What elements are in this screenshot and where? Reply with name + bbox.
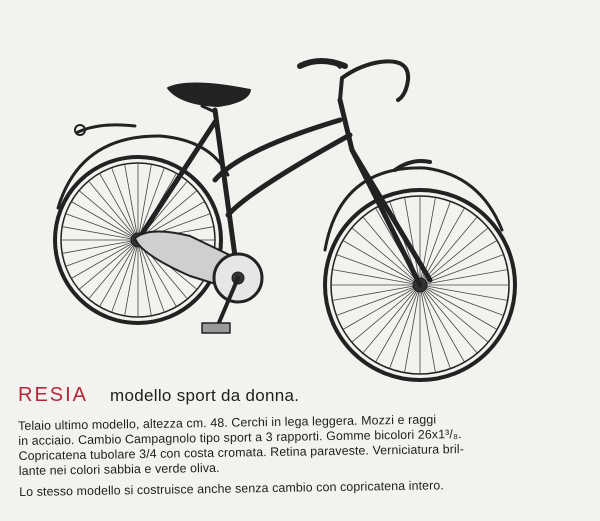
description-line: lante nei colori sabbia e verde oliva.: [18, 460, 220, 478]
description-line: Telaio ultimo modello, altezza cm. 48. Cerchi in lega leggera. Mozzi e raggi: [18, 412, 437, 433]
description-text: [18, 410, 584, 500]
rear-rack: [78, 125, 135, 132]
model-subtitle: modello sport da donna.: [110, 386, 300, 405]
pedal: [202, 323, 230, 333]
description-note: Lo stesso modello si costruisce anche senza cambio con copricatena intero.: [19, 478, 444, 499]
handlebar: [340, 61, 408, 100]
title-line: [18, 384, 583, 407]
model-name: RESIA: [18, 384, 89, 406]
bicycle-icon: [40, 40, 560, 385]
saddle: [168, 83, 250, 106]
description-line: Copricatena tubolare 3/4 con costa cromata. Retina paraveste. Verniciatura bril-: [18, 442, 464, 463]
description-line: in acciaio. Cambio Campagnolo tipo sport a 3 rapporti. Gomme bicolori 26x1³/₈.: [18, 427, 462, 448]
catalog-caption: [18, 384, 583, 500]
